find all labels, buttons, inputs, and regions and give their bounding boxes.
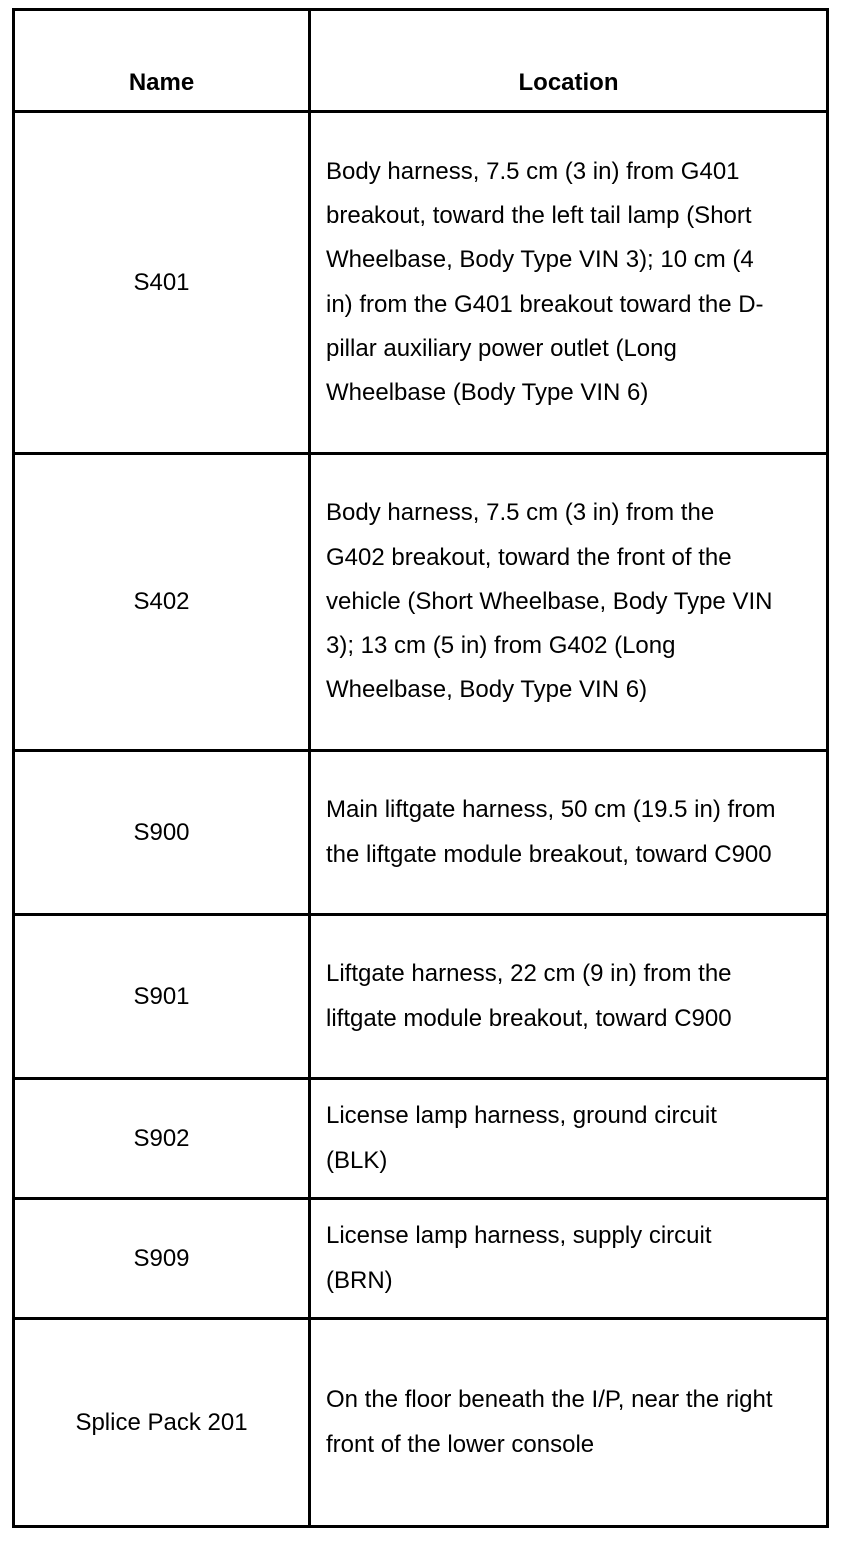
table-row (14, 1319, 828, 1527)
table-header-row (14, 10, 828, 112)
splice-location-table (12, 8, 829, 1528)
header-name: Name (14, 10, 310, 112)
row-location: Body harness, 7.5 cm (3 in) from G401 breakout, toward the left tail lamp (Short Wheelbase, Body Type VIN 3); 10 cm (4 in) from the G401 breakout toward the D-pillar auxiliary power outlet (Long Wheelbase (Body Type VIN 6) (310, 112, 828, 454)
row-location: Body harness, 7.5 cm (3 in) from the G402 breakout, toward the front of the vehicle (Short Wheelbase, Body Type VIN 3); 13 cm (5 in) from G402 (Long Wheelbase, Body Type VIN 6) (310, 454, 828, 751)
header-location: Location (310, 10, 828, 112)
row-location: On the floor beneath the I/P, near the right front of the lower console (310, 1319, 828, 1527)
table-row (14, 751, 828, 915)
row-location: License lamp harness, ground circuit (BLK) (310, 1079, 828, 1199)
row-name: S909 (14, 1199, 310, 1319)
table-row (14, 915, 828, 1079)
table-row (14, 1079, 828, 1199)
row-name: S900 (14, 751, 310, 915)
row-name: Splice Pack 201 (14, 1319, 310, 1527)
row-location: License lamp harness, supply circuit (BRN) (310, 1199, 828, 1319)
row-name: S402 (14, 454, 310, 751)
row-location: Main liftgate harness, 50 cm (19.5 in) from the liftgate module breakout, toward C900 (310, 751, 828, 915)
row-name: S401 (14, 112, 310, 454)
row-name: S902 (14, 1079, 310, 1199)
table-row (14, 454, 828, 751)
row-location: Liftgate harness, 22 cm (9 in) from the liftgate module breakout, toward C900 (310, 915, 828, 1079)
table-row (14, 1199, 828, 1319)
row-name: S901 (14, 915, 310, 1079)
table-row (14, 112, 828, 454)
